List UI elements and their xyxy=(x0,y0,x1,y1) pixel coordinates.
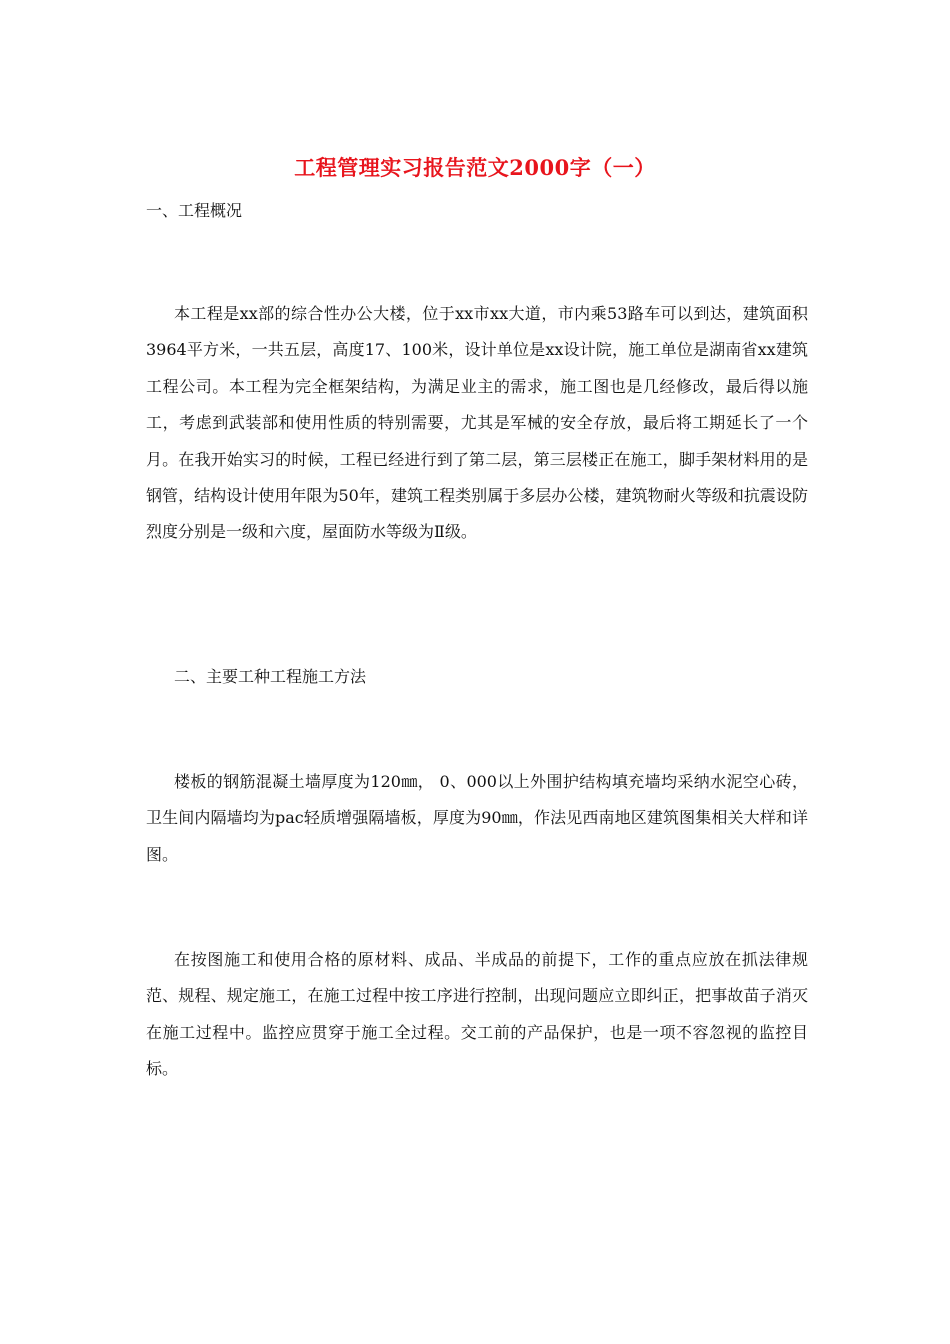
section-heading-overview: 一、工程概况 xyxy=(146,201,243,220)
paragraph-quality-control: 在按图施工和使用合格的原材料、成品、半成品的前提下，工作的重点应放在抓法律规范、规程、规定施工，在施工过程中按工序进行控制，出现问题应立即纠正，把事故苗子消灭在施工过程中。监控应贯穿于施工全过程。交工前的产品保护，也是一项不容忽视的监控目标。 xyxy=(146,950,808,1079)
document-title: 工程管理实习报告范文2000字（一） xyxy=(294,155,656,180)
section-heading-construction-methods: 二、主要工种工程施工方法 xyxy=(174,667,367,686)
paragraph-wall-construction: 楼板的钢筋混凝土墙厚度为120㎜， 0、000以上外围护结构填充墙均采纳水泥空心砖，卫生间内隔墙均为pac轻质增强隔墙板，厚度为90㎜，作法见西南地区建筑图集相关大样和详图。 xyxy=(146,772,808,864)
paragraph-project-overview: 本工程是xx部的综合性办公大楼，位于xx市xx大道，市内乘53路车可以到达，建筑面积3964平方米，一共五层，高度17、100米，设计单位是xx设计院，施工单位是湖南省xx建筑工程公司。本工程为完全框架结构，为满足业主的需求，施工图也是几经修改，最后得以施工，考虑到武装部和使用性质的特别需要，尤其是军械的安全存放，最后将工期延长了一个月。在我开始实习的时候，工程已经进行到了第二层，第三层楼正在施工，脚手架材料用的是钢管，结构设计使用年限为50年，建筑工程类别属于多层办公楼，建筑物耐火等级和抗震设防烈度分别是一级和六度，屋面防水等级为Ⅱ级。 xyxy=(146,304,808,542)
